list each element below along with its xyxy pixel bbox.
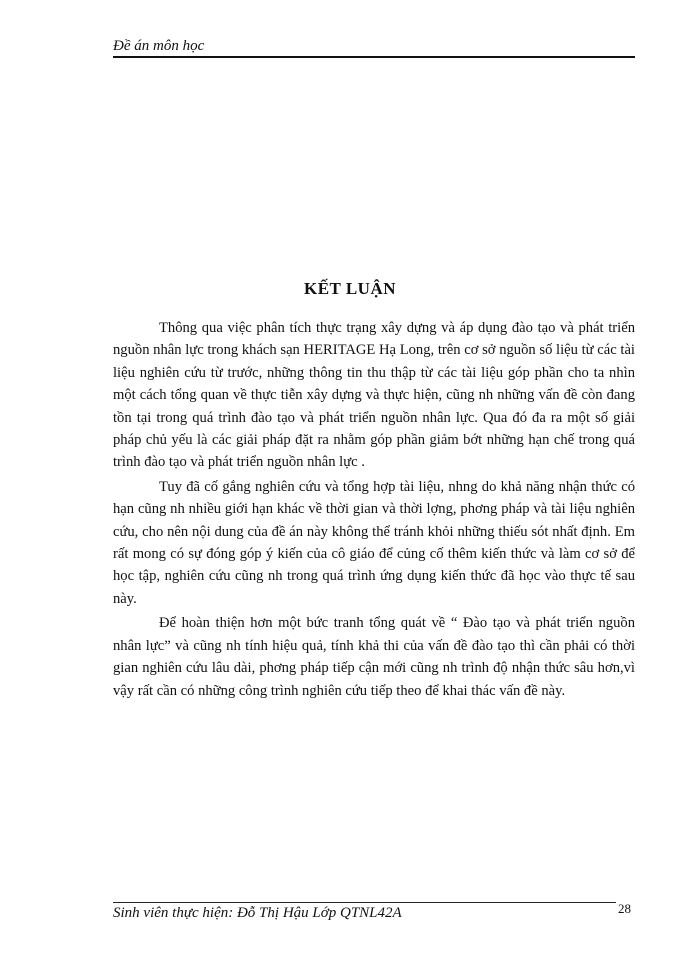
paragraph-3: Để hoàn thiện hơn một bức tranh tổng quát về “ Đào tạo và phát triển nguồn nhân lực” và cũng nh tính hiệu quả, tính khả thi của vấn đề đào tạo thì cần phải có thời gian nghiên cứu lâu dài, phơng pháp tiếp cận mới cũng nh trình độ nhận thức sâu hơn,vì vậy rất cần có những công trình nghiên cứu tiếp theo để khai thác vấn đề này. xyxy=(113,615,635,699)
running-header: Đề án môn học xyxy=(113,38,205,54)
paragraph-2: Tuy đã cố gắng nghiên cứu và tổng hợp tài liệu, nhng do khả năng nhận thức có hạn cũng nh nhiều giới hạn khác về thời gian và thời lợng, phơng pháp và tài liệu nghiên cứu, cho nên nội dung của đề án này không thể tránh khỏi những thiếu sót nhất định. Em rất mong có sự đóng góp ý kiến của cô giáo để củng cố thêm kiến thức và làm cơ sở để học tập, nghiên cứu cũng nh trong quá trình ứng dụng kiến thức đã học vào thực tế sau này. xyxy=(113,478,635,607)
header-divider xyxy=(113,56,635,58)
page-number: 28 xyxy=(618,901,631,916)
footer-divider xyxy=(113,902,616,903)
running-footer: Sinh viên thực hiện: Đỗ Thị Hậu Lớp QTNL42A xyxy=(113,905,402,921)
section-title: KẾT LUẬN xyxy=(303,279,396,298)
paragraph-1: Thông qua việc phân tích thực trạng xây dựng và áp dụng đào tạo và phát triển nguồn nhân lực trong khách sạn HERITAGE Hạ Long, trên cơ sở nguồn số liệu từ các tài liệu nghiên cứu từ trước, những thông tin thu thập từ các tài liệu góp phần cho ta nhìn một cách tổng quan về thực tiễn xây dựng và thực hiện, cũng nh những vấn đề còn đang tồn tại trong quá trình đào tạo và phát triển nguồn nhân lực. Qua đó đa ra một số giải pháp chủ yếu là các giải pháp đặt ra nhằm góp phần giảm bớt những hạn chế trong quá trình đào tạo và phát triển nguồn nhân lực . xyxy=(113,320,635,471)
body-text xyxy=(113,317,635,702)
